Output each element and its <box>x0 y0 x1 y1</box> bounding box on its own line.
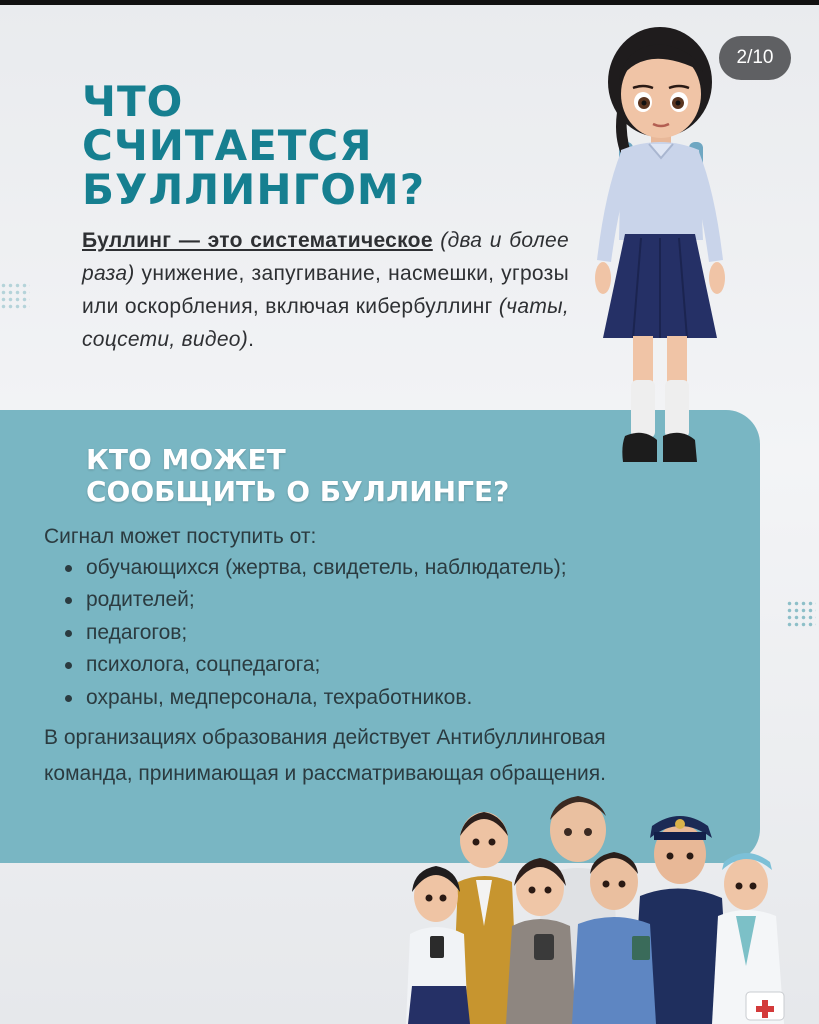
list-item: родителей; <box>62 584 567 616</box>
definition-end: . <box>248 328 255 351</box>
reporter-list <box>62 552 567 714</box>
section-title-line-2: СООБЩИТЬ О БУЛЛИНГЕ? <box>86 475 510 508</box>
title-line-2: СЧИТАЕТСЯ <box>82 121 373 170</box>
dot-pattern-left <box>0 282 30 310</box>
title-line-1: ЧТО <box>82 77 184 126</box>
bullying-definition <box>82 224 569 356</box>
definition-examples: (чаты, соцсети, видео) <box>82 295 569 351</box>
page-counter: 2/10 <box>719 36 791 80</box>
top-bar <box>0 0 819 5</box>
section-title <box>86 444 509 508</box>
page-title <box>82 77 426 214</box>
list-item: психолога, соцпедагога; <box>62 649 567 681</box>
definition-frequency: (два и более раза) <box>82 229 569 285</box>
definition-term: Буллинг — это систематическое <box>82 229 433 252</box>
list-item: обучающихся (жертва, свидетель, наблюдатель); <box>62 552 567 584</box>
sources-intro: Сигнал может поступить от: <box>44 525 317 548</box>
school-staff-group-illustration <box>400 786 800 1024</box>
section-title-line-1: КТО МОЖЕТ <box>86 443 286 476</box>
list-item: охраны, медперсонала, техработников. <box>62 682 567 714</box>
antibullying-team-text: В организациях образования действует Антибуллинговая команда, принимающая и рассматривающая обращения. <box>44 726 606 785</box>
nurse-figure <box>712 853 784 1024</box>
dot-pattern-right <box>786 600 816 628</box>
title-line-3: БУЛЛИНГОМ? <box>82 165 426 214</box>
list-item: педагогов; <box>62 617 567 649</box>
definition-body: унижение, запугивание, насмешки, угрозы или оскорбления, включая кибербуллинг <box>82 262 569 318</box>
schoolgirl-illustration <box>585 22 735 470</box>
